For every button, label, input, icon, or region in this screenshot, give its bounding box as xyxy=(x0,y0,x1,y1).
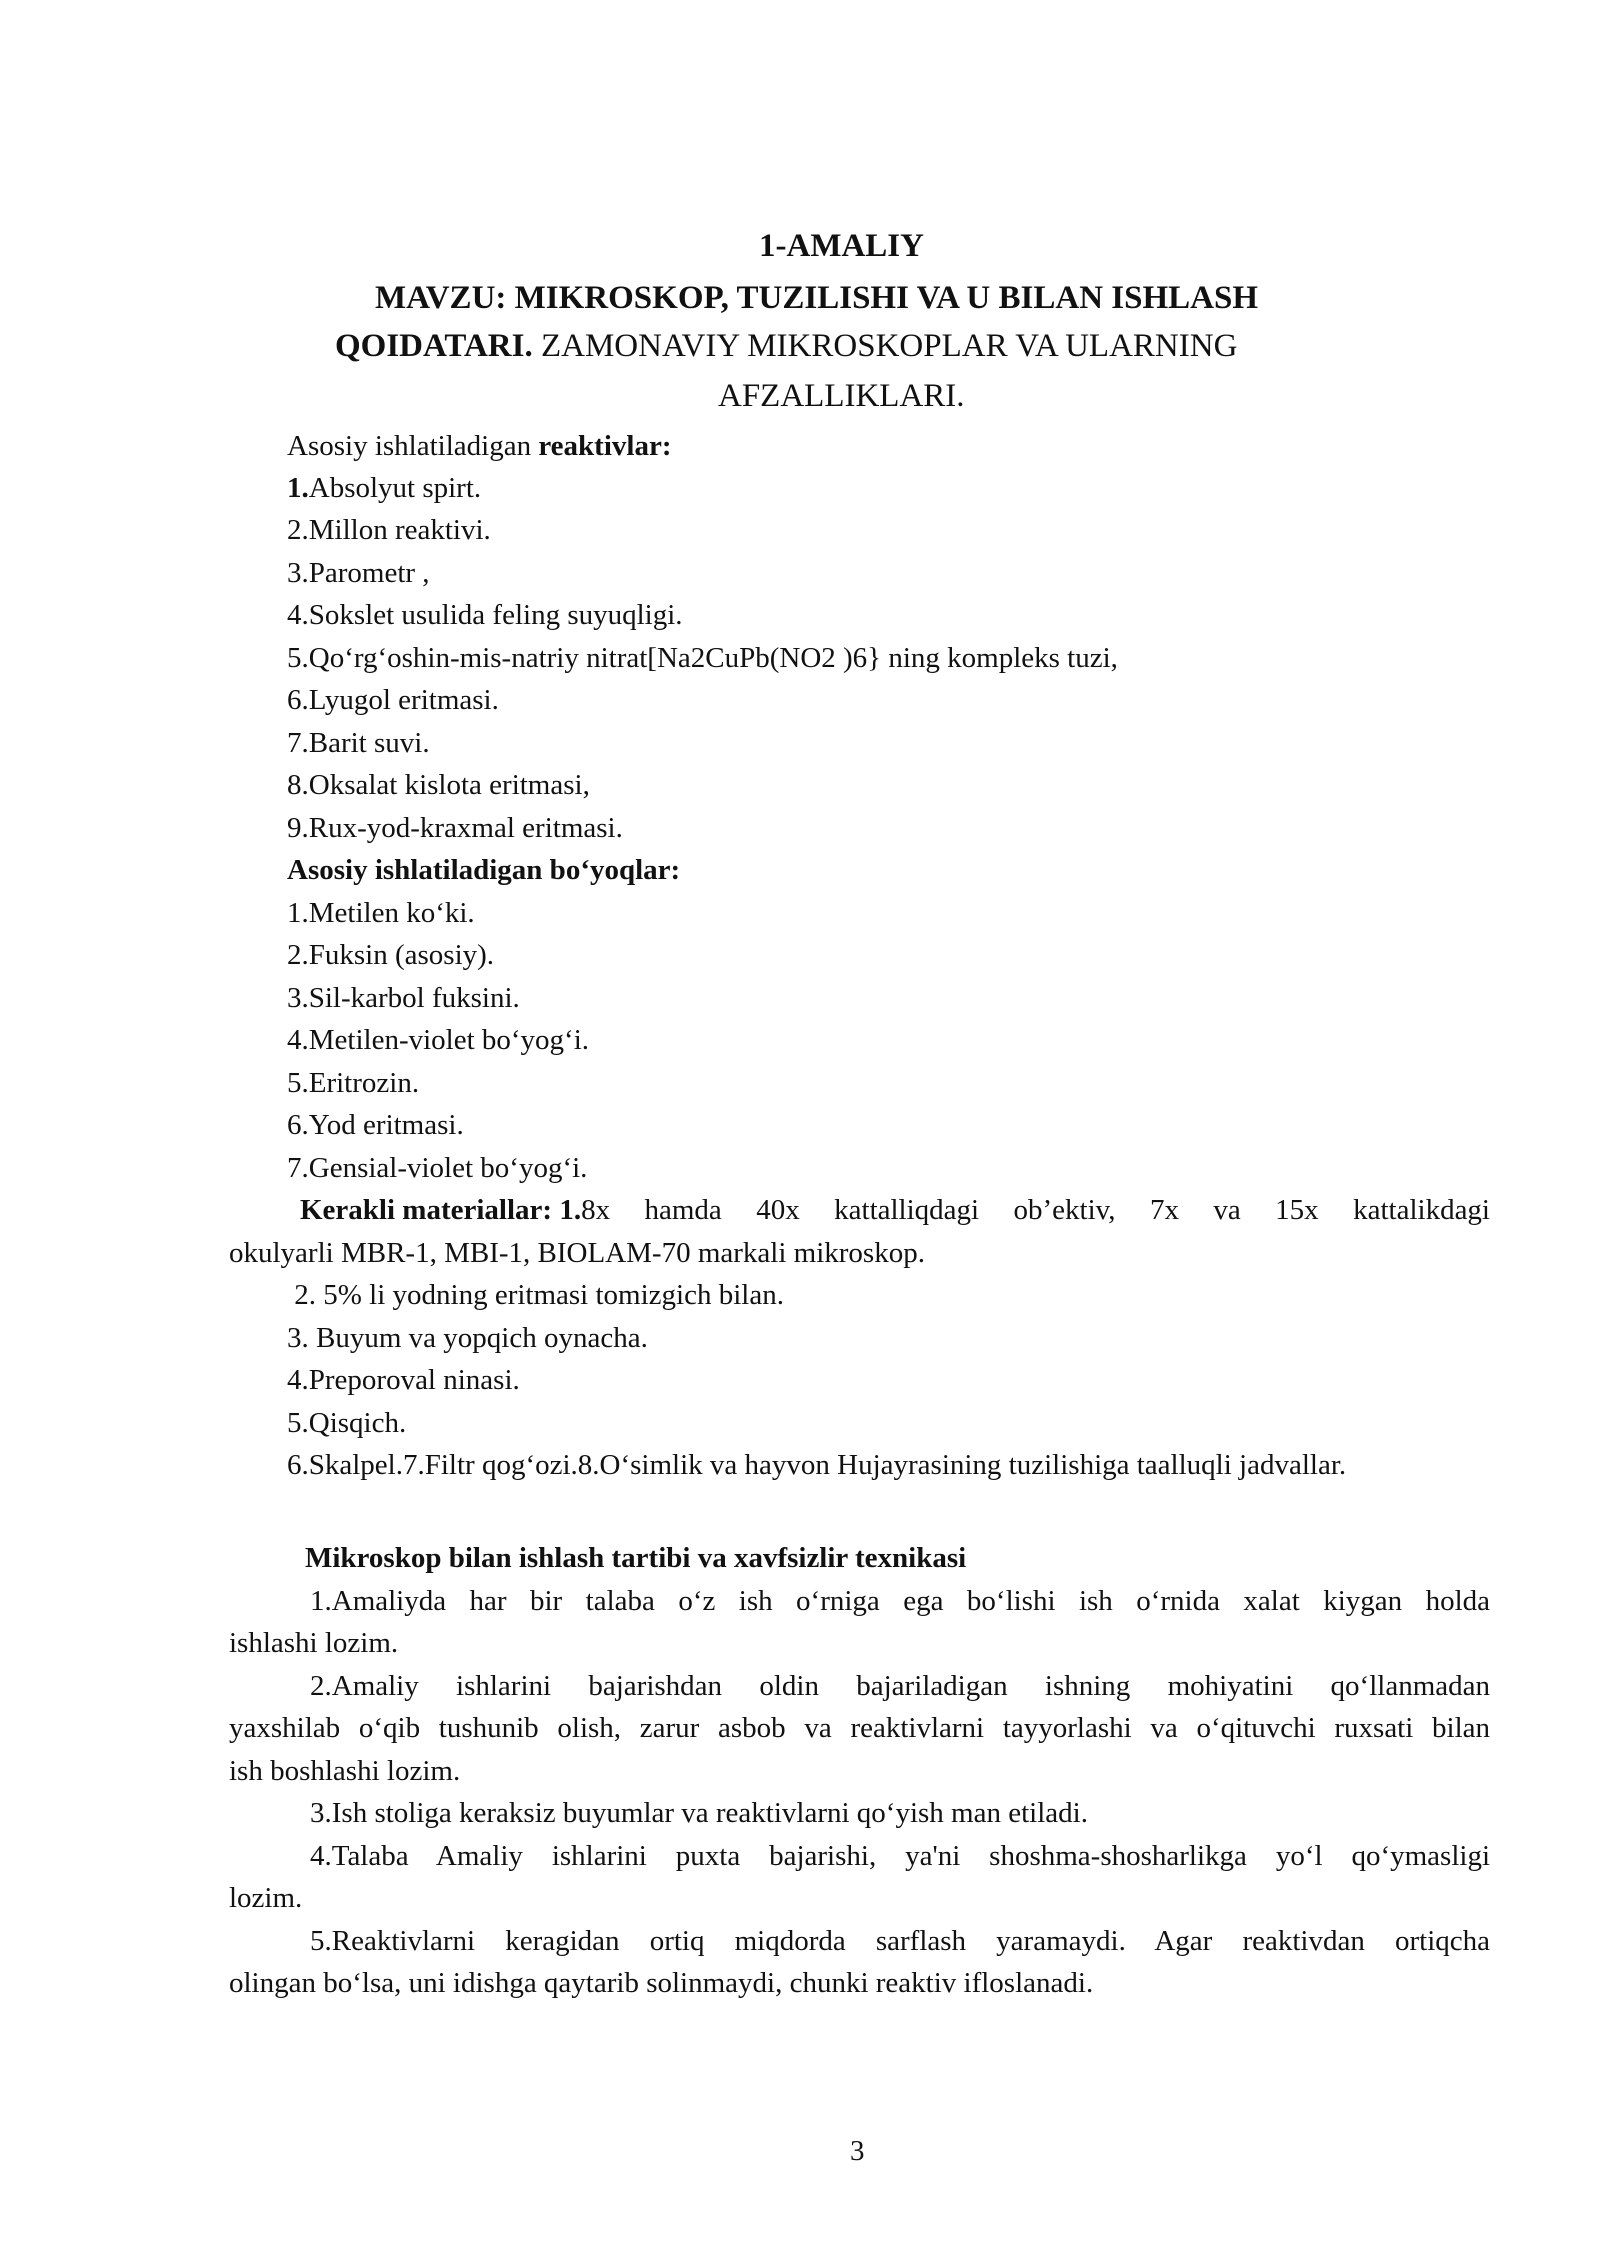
reagent-item-1-text: Absolyut spirt. xyxy=(308,472,482,504)
materials-label: Kerakli materiallar: xyxy=(300,1194,560,1226)
safety-rule-3-line-1: 3.Ish stoliga keraksiz buyumlar va reaktivlarni qo‘yish man etiladi. xyxy=(310,1797,1088,1829)
safety-rule-5-line-1: 5.Reaktivlarni keragidan ortiq miqdorda sarflash yaramaydi. Agar reaktivdan ortiqcha xyxy=(310,1925,1490,1957)
safety-rule-1-line-1: 1.Amaliyda har bir talaba o‘z ish o‘rniga ega bo‘lishi ish o‘rnida xalat kiygan holda xyxy=(310,1585,1490,1617)
reagent-item: 4.Sokslet usulida feling suyuqligi. xyxy=(287,599,683,631)
dye-item: 3.Sil-karbol fuksini. xyxy=(287,982,520,1014)
reagent-item: 6.Lyugol eritmasi. xyxy=(287,684,499,716)
material-item: 6.Skalpel.7.Filtr qog‘ozi.8.O‘simlik va hayvon Hujayrasining tuzilishiga taalluqli jadvallar. xyxy=(287,1449,1347,1481)
reagent-item: 8.Oksalat kislota eritmasi, xyxy=(287,769,590,801)
material-item: 4.Preporoval ninasi. xyxy=(287,1364,520,1396)
safety-rule-2-line-3: ish boshlashi lozim. xyxy=(229,1755,461,1787)
reagents-intro-text: Asosiy ishlatiladigan xyxy=(287,430,539,462)
dye-item: 5.Eritrozin. xyxy=(287,1067,420,1099)
material-item: 3. Buyum va yopqich oynacha. xyxy=(287,1322,648,1354)
dye-item: 1.Metilen ko‘ki. xyxy=(287,897,475,929)
reagent-item-1-number: 1. xyxy=(287,472,309,504)
safety-rule-1-line-2: ishlashi lozim. xyxy=(229,1627,399,1659)
reagent-item: 9.Rux-yod-kraxmal eritmasi. xyxy=(287,812,623,844)
safety-heading: Mikroskop bilan ishlash tartibi va xavfsizlir texnikasi xyxy=(305,1542,967,1574)
safety-rule-4-line-1: 4.Talaba Amaliy ishlarini puxta bajarishi, ya'ni shoshma-shosharlikga yo‘l qo‘ymasligi xyxy=(310,1840,1490,1872)
reagent-item: 5.Qo‘rg‘oshin-mis-natriy nitrat[Na2CuPb(NO2 )6} ning kompleks tuzi, xyxy=(287,642,1118,674)
topic-line-3: AFZALLIKLARI. xyxy=(718,378,965,414)
safety-rule-4-line-2: lozim. xyxy=(229,1882,303,1914)
safety-rule-5-line-2: olingan bo‘lsa, uni idishga qaytarib solinmaydi, chunki reaktiv ifloslanadi. xyxy=(229,1967,1094,1999)
dye-item: 6.Yod eritmasi. xyxy=(287,1109,464,1141)
material-item: 5.Qisqich. xyxy=(287,1407,407,1439)
reagent-item: 2.Millon reaktivi. xyxy=(287,514,491,546)
materials-first-number: 1. xyxy=(559,1194,582,1226)
materials-line-2: okulyarli MBR-1, MBI-1, BIOLAM-70 markali mikroskop. xyxy=(229,1237,925,1269)
topic-line-2-bold: QOIDATARI. xyxy=(335,328,533,364)
topic-line-2-rest: ZAMONAVIY MIKROSKOPLAR VA ULARNING xyxy=(532,328,1238,364)
materials-line-1: 8x hamda 40x kattalliqdagi ob’ektiv, 7x va 15x kattalikdagi xyxy=(581,1194,1490,1226)
safety-rule-2-line-1: 2.Amaliy ishlarini bajarishdan oldin bajariladigan ishning mohiyatini qo‘llanmadan xyxy=(310,1670,1490,1702)
page-number: 3 xyxy=(850,2135,865,2167)
dye-item: 7.Gensial-violet bo‘yog‘i. xyxy=(287,1152,588,1184)
reagent-item: 3.Parometr , xyxy=(287,557,430,589)
topic-line-2 xyxy=(335,325,1237,368)
safety-rule-2-line-2: yaxshilab o‘qib tushunib olish, zarur asbob va reaktivlarni tayyorlashi va o‘qituvchi ruxsati bilan xyxy=(229,1712,1490,1744)
dye-item: 4.Metilen-violet bo‘yog‘i. xyxy=(287,1024,590,1056)
dyes-heading: Asosiy ishlatiladigan bo‘yoqlar: xyxy=(287,854,681,886)
reagents-intro xyxy=(287,425,671,467)
dye-item: 2.Fuksin (asosiy). xyxy=(287,939,495,971)
reagent-item-1 xyxy=(287,467,481,509)
material-item: 2. 5% li yodning eritmasi tomizgich bilan. xyxy=(287,1279,784,1311)
practical-number: 1-AMALIY xyxy=(759,228,924,264)
reagent-item: 7.Barit suvi. xyxy=(287,727,430,759)
reagents-intro-bold: reaktivlar: xyxy=(538,430,672,462)
materials-first-line xyxy=(300,1189,1490,1231)
topic-line-1: MAVZU: MIKROSKOP, TUZILISHI VA U BILAN ISHLASH xyxy=(375,280,1259,316)
